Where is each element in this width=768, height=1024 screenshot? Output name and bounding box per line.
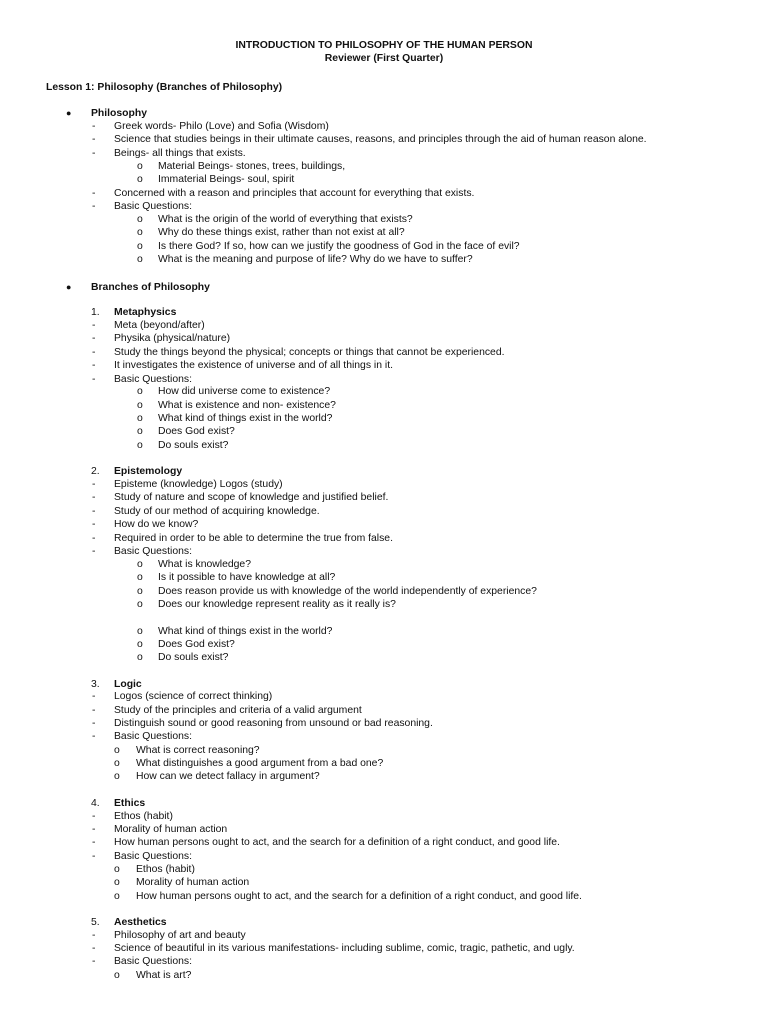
dash-marker: - [92, 943, 96, 954]
sub-list-item: Material Beings- stones, trees, buildings, [158, 161, 346, 172]
sub-list-item: Do souls exist? [158, 652, 229, 663]
sub-list-item: Does God exist? [158, 426, 235, 437]
circle-marker: o [114, 745, 120, 756]
circle-marker: o [114, 970, 120, 981]
dash-marker: - [92, 533, 96, 544]
circle-marker: o [137, 413, 143, 424]
list-item: Study the things beyond the physical; concepts or things that cannot be experienced. [114, 347, 505, 358]
circle-marker: o [137, 440, 143, 451]
dash-marker: - [92, 691, 96, 702]
list-item: Physika (physical/nature) [114, 333, 231, 344]
list-item: It investigates the existence of universe and of all things in it. [114, 360, 393, 371]
list-item: Required in order to be able to determine the true from false. [114, 533, 393, 544]
list-item: Science that studies beings in their ultimate causes, reasons, and principles through the aid of human reason alone. [114, 134, 647, 145]
sub-list-item: What is the meaning and purpose of life? Why do we have to suffer? [158, 254, 473, 265]
dash-marker: - [92, 374, 96, 385]
metaphysics-heading: Metaphysics [114, 307, 177, 318]
list-item: Study of our method of acquiring knowledge. [114, 506, 320, 517]
sub-list-item: What is the origin of the world of everything that exists? [158, 214, 413, 225]
list-number: 4. [91, 798, 100, 809]
branches-heading: Branches of Philosophy [91, 282, 210, 293]
list-item: Study of nature and scope of knowledge and justified belief. [114, 492, 389, 503]
list-item: Distinguish sound or good reasoning from unsound or bad reasoning. [114, 718, 433, 729]
bullet-icon: ● [66, 108, 72, 118]
list-item: Science of beautiful in its various manifestations- including sublime, comic, tragic, pathetic, and ugly. [114, 943, 575, 954]
lesson-heading: Lesson 1: Philosophy (Branches of Philosophy) [46, 82, 283, 93]
circle-marker: o [114, 758, 120, 769]
dash-marker: - [92, 492, 96, 503]
dash-marker: - [92, 519, 96, 530]
circle-marker: o [137, 400, 143, 411]
dash-marker: - [92, 811, 96, 822]
list-number: 2. [91, 466, 100, 477]
dash-marker: - [92, 188, 96, 199]
circle-marker: o [114, 877, 120, 888]
list-item: Logos (science of correct thinking) [114, 691, 273, 702]
dash-marker: - [92, 134, 96, 145]
circle-marker: o [137, 241, 143, 252]
circle-marker: o [137, 161, 143, 172]
sub-list-item: Is it possible to have knowledge at all? [158, 572, 336, 583]
dash-marker: - [92, 320, 96, 331]
circle-marker: o [137, 572, 143, 583]
list-item: Beings- all things that exists. [114, 148, 246, 159]
aesthetics-heading: Aesthetics [114, 917, 167, 928]
list-item: Greek words- Philo (Love) and Sofia (Wisdom) [114, 121, 329, 132]
circle-marker: o [137, 626, 143, 637]
dash-marker: - [92, 333, 96, 344]
dash-marker: - [92, 956, 96, 967]
sub-list-item: How can we detect fallacy in argument? [136, 771, 320, 782]
dash-marker: - [92, 360, 96, 371]
sub-list-item: What kind of things exist in the world? [158, 413, 333, 424]
list-number: 5. [91, 917, 100, 928]
circle-marker: o [114, 771, 120, 782]
sub-list-item: Why do these things exist, rather than not exist at all? [158, 227, 405, 238]
sub-list-item: Ethos (habit) [136, 864, 195, 875]
circle-marker: o [137, 227, 143, 238]
dash-marker: - [92, 479, 96, 490]
sub-list-item: What is existence and non- existence? [158, 400, 336, 411]
sub-list-item: Immaterial Beings- soul, spirit [158, 174, 295, 185]
dash-marker: - [92, 148, 96, 159]
list-number: 1. [91, 307, 100, 318]
circle-marker: o [137, 599, 143, 610]
dash-marker: - [92, 718, 96, 729]
list-item: Meta (beyond/after) [114, 320, 205, 331]
list-item: Basic Questions: [114, 731, 192, 742]
sub-list-item: What distinguishes a good argument from a bad one? [136, 758, 384, 769]
circle-marker: o [137, 386, 143, 397]
sub-list-item: What is knowledge? [158, 559, 251, 570]
sub-list-item: What is art? [136, 970, 192, 981]
philosophy-heading: Philosophy [91, 108, 147, 119]
sub-list-item: How did universe come to existence? [158, 386, 331, 397]
circle-marker: o [114, 864, 120, 875]
sub-list-item: What is correct reasoning? [136, 745, 260, 756]
list-item: Study of the principles and criteria of a valid argument [114, 705, 362, 716]
logic-heading: Logic [114, 679, 142, 690]
sub-list-item: Does our knowledge represent reality as it really is? [158, 599, 396, 610]
circle-marker: o [137, 254, 143, 265]
sub-list-item: How human persons ought to act, and the search for a definition of a right conduct, and good life. [136, 891, 582, 902]
list-item: Basic Questions: [114, 956, 192, 967]
sub-list-item: Does God exist? [158, 639, 235, 650]
list-item: Concerned with a reason and principles that account for everything that exists. [114, 188, 475, 199]
list-item: Basic Questions: [114, 201, 192, 212]
epistemology-heading: Epistemology [114, 466, 183, 477]
sub-list-item: Does reason provide us with knowledge of the world independently of experience? [158, 586, 537, 597]
dash-marker: - [92, 506, 96, 517]
dash-marker: - [92, 201, 96, 212]
dash-marker: - [92, 121, 96, 132]
list-item: Episteme (knowledge) Logos (study) [114, 479, 283, 490]
circle-marker: o [137, 214, 143, 225]
document-title: INTRODUCTION TO PHILOSOPHY OF THE HUMAN PERSON [235, 40, 533, 51]
dash-marker: - [92, 731, 96, 742]
ethics-heading: Ethics [114, 798, 146, 809]
sub-list-item: Is there God? If so, how can we justify the goodness of God in the face of evil? [158, 241, 520, 252]
list-item: Morality of human action [114, 824, 228, 835]
list-item: Basic Questions: [114, 374, 192, 385]
list-item: Ethos (habit) [114, 811, 173, 822]
document-subtitle: Reviewer (First Quarter) [324, 53, 444, 64]
circle-marker: o [137, 559, 143, 570]
list-item: Philosophy of art and beauty [114, 930, 246, 941]
list-item: How do we know? [114, 519, 199, 530]
list-item: How human persons ought to act, and the search for a definition of a right conduct, and good life. [114, 837, 560, 848]
dash-marker: - [92, 347, 96, 358]
circle-marker: o [137, 174, 143, 185]
dash-marker: - [92, 851, 96, 862]
circle-marker: o [137, 426, 143, 437]
dash-marker: - [92, 824, 96, 835]
circle-marker: o [114, 891, 120, 902]
dash-marker: - [92, 705, 96, 716]
sub-list-item: What kind of things exist in the world? [158, 626, 333, 637]
circle-marker: o [137, 639, 143, 650]
dash-marker: - [92, 546, 96, 557]
sub-list-item: Morality of human action [136, 877, 250, 888]
dash-marker: - [92, 837, 96, 848]
circle-marker: o [137, 586, 143, 597]
bullet-icon: ● [66, 282, 72, 292]
list-number: 3. [91, 679, 100, 690]
circle-marker: o [137, 652, 143, 663]
list-item: Basic Questions: [114, 851, 192, 862]
sub-list-item: Do souls exist? [158, 440, 229, 451]
dash-marker: - [92, 930, 96, 941]
list-item: Basic Questions: [114, 546, 192, 557]
